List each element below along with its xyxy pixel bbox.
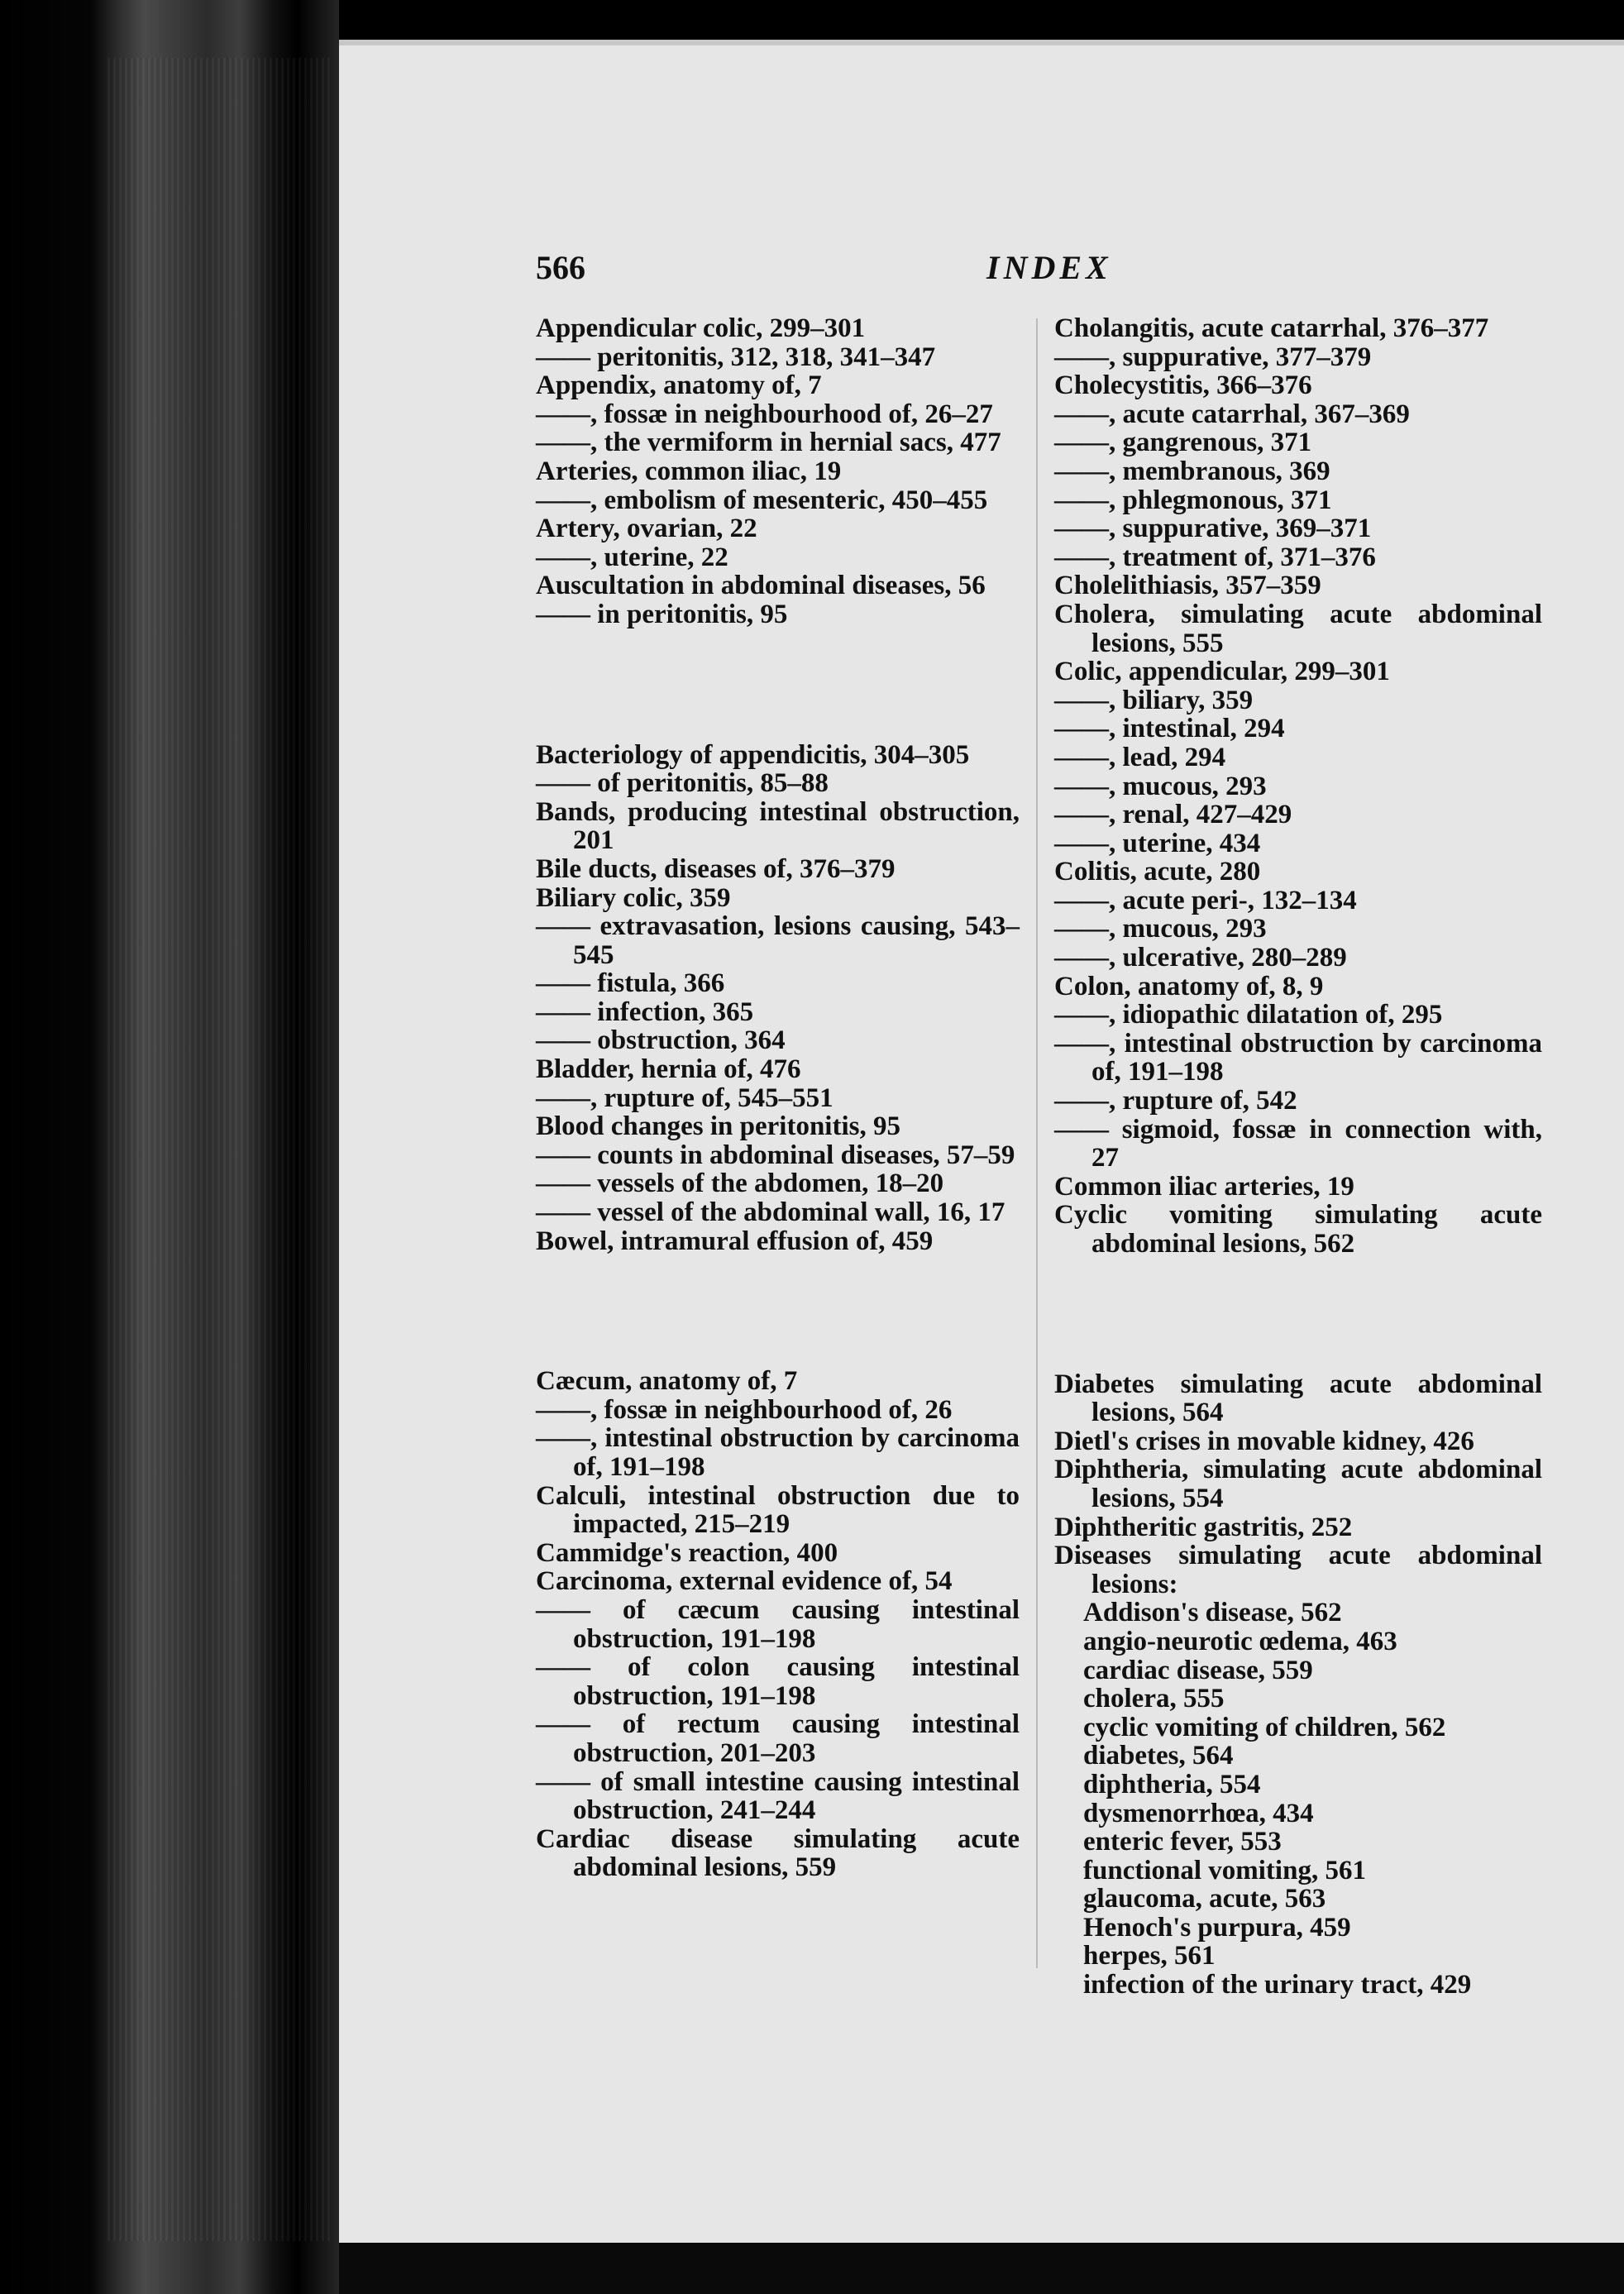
- index-entry: ——, ulcerative, 280–289: [1054, 943, 1347, 973]
- index-entry: ——, suppurative, 377–379: [1054, 342, 1372, 372]
- index-entry: Cæcum, anatomy of, 7: [536, 1366, 798, 1397]
- index-entry: Cholangitis, acute catarrhal, 376–377: [1054, 313, 1489, 343]
- index-column-right: [1054, 314, 1542, 2000]
- index-entry: —— vessel of the abdominal wall, 16, 17: [536, 1197, 1005, 1228]
- index-column-left: [536, 314, 1020, 1882]
- index-entry: diphtheria, 554: [1083, 1769, 1261, 1799]
- index-entry: Cholera, simulating acute abdominal lesions, 555: [1054, 599, 1542, 658]
- index-entry: —— peritonitis, 312, 318, 341–347: [536, 342, 936, 372]
- index-entry: Bladder, hernia of, 476: [536, 1054, 801, 1085]
- index-entry: diabetes, 564: [1083, 1741, 1234, 1771]
- index-entry: Diseases simulating acute abdominal lesions:: [1054, 1541, 1542, 1599]
- index-entry: Calculi, intestinal obstruction due to impacted, 215–219: [536, 1480, 1020, 1540]
- index-entry: ——, renal, 427–429: [1054, 800, 1292, 830]
- index-entry: ——, uterine, 22: [536, 542, 728, 572]
- book-spine: [0, 0, 339, 2294]
- page-edges: [107, 58, 331, 2241]
- index-entry: ——, uterine, 434: [1054, 828, 1261, 858]
- index-entry: angio-neurotic œdema, 463: [1083, 1626, 1397, 1656]
- index-entry: ——, phlegmonous, 371: [1054, 485, 1332, 515]
- index-entry: infection of the urinary tract, 429: [1083, 1970, 1472, 2000]
- index-entry: glaucoma, acute, 563: [1083, 1884, 1326, 1914]
- index-entry: —— of peritonitis, 85–88: [536, 768, 829, 799]
- index-entry: ——, rupture of, 545–551: [536, 1082, 833, 1113]
- index-entry: —— fistula, 366: [536, 968, 725, 999]
- index-entry: Cyclic vomiting simulating acute abdominal lesions, 562: [1054, 1200, 1542, 1259]
- page-number: 566: [536, 249, 585, 286]
- index-entry: cyclic vomiting of children, 562: [1083, 1712, 1446, 1742]
- index-entry: Diabetes simulating acute abdominal lesions, 564: [1054, 1369, 1542, 1428]
- index-entry: Cholecystitis, 366–376: [1054, 370, 1312, 401]
- index-entry: —— extravasation, lesions causing, 543–545: [536, 911, 1020, 970]
- index-entry: ——, intestinal obstruction by carcinoma of, 191–198: [1054, 1028, 1542, 1087]
- index-entry: ——, gangrenous, 371: [1054, 428, 1312, 458]
- index-entry: —— counts in abdominal diseases, 57–59: [536, 1140, 1015, 1170]
- index-entry: Colic, appendicular, 299–301: [1054, 657, 1390, 687]
- index-entry: ——, mucous, 293: [1054, 771, 1267, 801]
- index-entry: Common iliac arteries, 19: [1054, 1171, 1354, 1202]
- index-entry: Colitis, acute, 280: [1054, 857, 1261, 887]
- index-entry: ——, mucous, 293: [1054, 914, 1267, 944]
- page-bottom-shadow: [339, 2243, 1624, 2294]
- index-entry: Cholelithiasis, 357–359: [1054, 571, 1321, 601]
- index-entry: ——, membranous, 369: [1054, 456, 1330, 486]
- index-entry: Appendicular colic, 299–301: [536, 313, 866, 343]
- index-entry: ——, fossæ in neighbourhood of, 26: [536, 1394, 953, 1425]
- index-entry: Diphtheritic gastritis, 252: [1054, 1512, 1353, 1542]
- index-entry: ——, suppurative, 369–371: [1054, 514, 1372, 544]
- index-entry: Arteries, common iliac, 19: [536, 456, 842, 486]
- index-entry: Cardiac disease simulating acute abdominal lesions, 559: [536, 1823, 1020, 1883]
- index-entry: ——, acute catarrhal, 367–369: [1054, 399, 1410, 429]
- index-entry: Blood changes in peritonitis, 95: [536, 1111, 900, 1142]
- index-entry: ——, fossæ in neighbourhood of, 26–27: [536, 399, 993, 429]
- index-entry: —— infection, 365: [536, 996, 754, 1027]
- index-entry: herpes, 561: [1083, 1941, 1216, 1971]
- section-gap: [536, 657, 1020, 714]
- section-gap: [1054, 1286, 1542, 1343]
- index-entry: Bowel, intramural effusion of, 459: [536, 1226, 934, 1256]
- index-entry: —— sigmoid, fossæ in connection with, 27: [1054, 1114, 1542, 1173]
- index-entry: Bacteriology of appendicitis, 304–305: [536, 739, 970, 770]
- index-entry: —— obstruction, 364: [536, 1025, 786, 1056]
- index-entry: Carcinoma, external evidence of, 54: [536, 1566, 953, 1597]
- index-entry: ——, intestinal, 294: [1054, 714, 1285, 744]
- index-entry: cholera, 555: [1083, 1684, 1225, 1714]
- index-entry: Bands, producing intestinal obstruction, 201: [536, 796, 1020, 856]
- index-entry: ——, acute peri-, 132–134: [1054, 885, 1357, 915]
- index-entry: ——, treatment of, 371–376: [1054, 542, 1376, 572]
- index-entry: ——, embolism of mesenteric, 450–455: [536, 485, 988, 515]
- index-entry: —— of small intestine causing intestinal obstruction, 241–244: [536, 1766, 1020, 1826]
- index-entry: enteric fever, 553: [1083, 1827, 1282, 1857]
- index-entry: cardiac disease, 559: [1083, 1655, 1313, 1685]
- page-title: INDEX: [986, 249, 1112, 286]
- index-entry: —— vessels of the abdomen, 18–20: [536, 1169, 944, 1199]
- index-entry: —— in peritonitis, 95: [536, 599, 788, 629]
- page-header: [536, 248, 1565, 298]
- index-entry: ——, the vermiform in hernial sacs, 477: [536, 428, 1001, 458]
- index-entry: ——, idiopathic dilatation of, 295: [1054, 1000, 1443, 1030]
- index-entry: —— of rectum causing intestinal obstruction, 201–203: [536, 1709, 1020, 1768]
- index-entry: Cammidge's reaction, 400: [536, 1537, 838, 1568]
- index-entry: —— of cæcum causing intestinal obstruction, 191–198: [536, 1594, 1020, 1654]
- column-divider: [1036, 318, 1038, 1968]
- index-entry: Diphtheria, simulating acute abdominal lesions, 554: [1054, 1455, 1542, 1513]
- index-entry: ——, intestinal obstruction by carcinoma of, 191–198: [536, 1423, 1020, 1482]
- index-entry: —— of colon causing intestinal obstruction, 191–198: [536, 1652, 1020, 1711]
- index-entry: dysmenorrhœa, 434: [1083, 1798, 1314, 1828]
- index-entry: ——, lead, 294: [1054, 742, 1226, 772]
- index-entry: Auscultation in abdominal diseases, 56: [536, 571, 986, 601]
- index-entry: Henoch's purpura, 459: [1083, 1912, 1351, 1943]
- index-entry: Bile ducts, diseases of, 376–379: [536, 853, 896, 884]
- index-entry: Addison's disease, 562: [1083, 1598, 1342, 1628]
- index-entry: ——, rupture of, 542: [1054, 1086, 1297, 1116]
- index-entry: ——, biliary, 359: [1054, 685, 1254, 715]
- index-entry: functional vomiting, 561: [1083, 1855, 1366, 1885]
- section-gap: [536, 1283, 1020, 1340]
- index-entry: Biliary colic, 359: [536, 882, 731, 913]
- index-entry: Colon, anatomy of, 8, 9: [1054, 971, 1324, 1001]
- index-entry: Artery, ovarian, 22: [536, 514, 757, 544]
- index-entry: Appendix, anatomy of, 7: [536, 370, 822, 401]
- index-entry: Dietl's crises in movable kidney, 426: [1054, 1426, 1474, 1456]
